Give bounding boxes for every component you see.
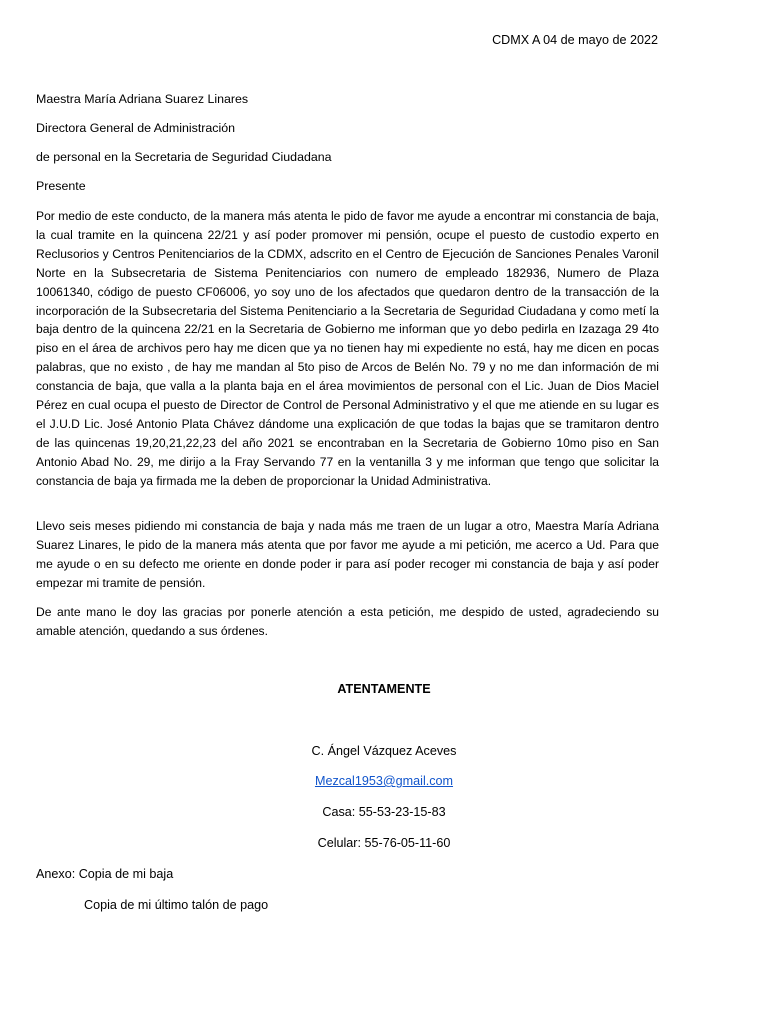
signer-name: C. Ángel Vázquez Aceves <box>311 744 457 758</box>
date-line: CDMX A 04 de mayo de 2022 <box>492 33 658 47</box>
body-paragraph-2: Llevo seis meses pidiendo mi constancia de baja y nada más me traen de un lugar a otro, Maestra María Adriana Suarez Linares, le pido de la manera más atenta que por favor me ayude a mi petición, me acerco a Ud. Para que me ayude o en su defecto me oriente en donde poder ir para así poder recoger mi constancia de baja y así poder empezar mi tramite de pensión. <box>36 519 659 590</box>
salutation: Presente <box>36 179 86 193</box>
body-paragraph-3: De ante mano le doy las gracias por ponerle atención a esta petición, me despido de usted, agradeciendo su amable atención, quedando a sus órdenes. <box>36 605 659 638</box>
recipient-title: Directora General de Administración <box>36 121 236 135</box>
closing: ATENTAMENTE <box>337 682 431 696</box>
signer-email-link[interactable]: Mezcal1953@gmail.com <box>314 774 454 788</box>
annex-line-2: Copia de mi último talón de pago <box>84 898 269 912</box>
signer-cell-phone: Celular: 55-76-05-11-60 <box>317 836 451 850</box>
body-paragraph-1: Por medio de este conducto, de la manera más atenta le pido de favor me ayude a encontrar mi constancia de baja, la cual tramite en la quincena 22/21 y así poder promover mi pensión, ocupe el puesto de custodio experto en Reclusorios y Centros Penitenciarios de la CDMX, adscrito en el Centro de Ejecución de Sanciones Penales Varonil Norte en la Subsecretaria de Sistema Penitenciarios con numero de empleado 182936, Numero de Plaza 10061340, código de puesto CF06006, yo soy uno de los afectados que quedaron dentro de la transacción de la incorporación de la Subsecretaria del Sistema Penitenciario a la Secretaria de Seguridad Ciudadana y como metí la baja dentro de la quincena 22/21 en la Secretaria de Gobierno me informan que yo debo pedirla en Izazaga 29 4to piso en el área de archivos pero hay me dicen que ya no tienen hay mi expediente no está, hay me dicen en pocas palabras, que no existo , de hay me mandan al 5to piso de Arcos de Belén No. 79 y no me dan información de mi constancia de baja, que valla a la planta baja en el área movimientos de personal con el Lic. Juan de Dios Maciel Pérez en cual ocupa el puesto de Director de Control de Personal Administrativo y el que me atiende en su lugar es el J.U.D Lic. José Antonio Plata Chávez dándome una explicación de que todas la bajas que se tramitaron dentro de las quincenas 19,20,21,22,23 del año 2021 se encontraban en la Secretaria de Gobierno 10mo piso en San Antonio Abad No. 29, me dirijo a la Fray Servando 77 en la ventanilla 3 y me informan que tengo que solicitar la constancia de baja ya firmada me la deben de proporcionar la Unidad Administrativa. <box>36 209 659 488</box>
signer-home-phone: Casa: 55-53-23-15-83 <box>322 805 446 819</box>
annex-line-1: Anexo: Copia de mi baja <box>36 867 174 881</box>
recipient-name: Maestra María Adriana Suarez Linares <box>36 92 249 106</box>
recipient-department: de personal en la Secretaria de Seguridad Ciudadana <box>36 150 332 164</box>
